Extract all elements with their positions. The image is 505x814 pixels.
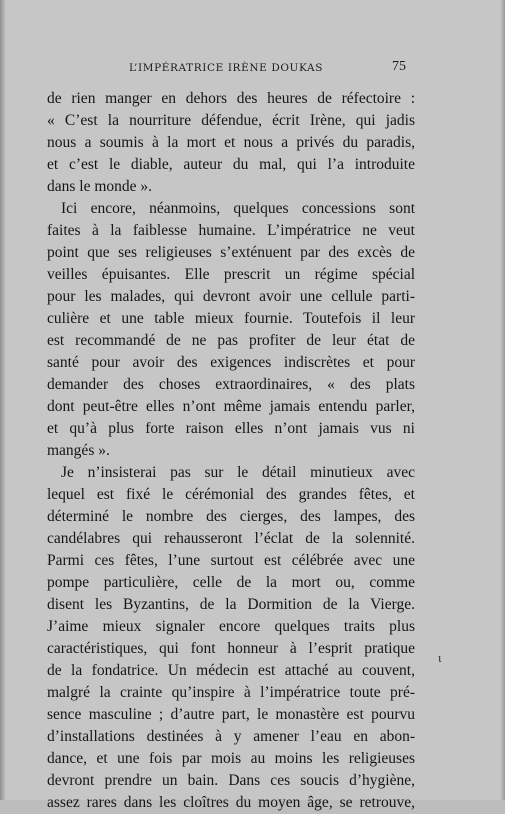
text-line: demander des choses extraordinaires, « des plats (47, 376, 415, 393)
text-line: J’aime mieux signaler encore quelques traits plus (47, 618, 415, 635)
text-line: pompe particulière, celle de la mort ou, comme (47, 574, 415, 591)
text-line: dance, et une fois par mois au moins les religieuses (47, 750, 415, 767)
text-line: de rien manger en dehors des heures de réfectoire : (47, 90, 415, 107)
text-line: assez rares dans les cloîtres du moyen âge, se retrouve, (47, 794, 415, 811)
text-line: déterminé le nombre des cierges, des lampes, des (47, 508, 415, 525)
text-line: dans le monde ». (47, 178, 153, 195)
text-line: Parmi ces fêtes, l’une surtout est célébrée avec une (47, 552, 415, 569)
text-line: veilles épuisantes. Elle prescrit un régime spécial (47, 266, 415, 283)
text-line: de la fondatrice. Un médecin est attaché au couvent, (47, 662, 415, 679)
text-line: caractéristiques, qui font honneur à l’esprit pratique (47, 640, 415, 657)
text-line: pour les malades, qui devront avoir une cellule parti- (47, 288, 415, 305)
text-line: faites à la faiblesse humaine. L’impératrice ne veut (47, 222, 415, 239)
text-line: et c’est le diable, auteur du mal, qui l’a introduite (47, 156, 415, 173)
text-line: sence masculine ; d’autre part, le monastère est pourvu (47, 706, 415, 723)
text-line: « C’est la nourriture défendue, écrit Irène, qui jadis (47, 112, 415, 129)
body-text (47, 88, 415, 814)
text-line: devront prendre un bain. Dans ces soucis d’hygiène, (47, 772, 415, 789)
text-line: dont peut-être elles n’ont même jamais entendu parler, (47, 398, 415, 415)
text-line: Ici encore, néanmoins, quelques concessions sont (61, 200, 415, 217)
text-line: point que ses religieuses s’exténuent par des excès de (47, 244, 415, 261)
text-line: candélabres qui rehausseront l’éclat de la solennité. (47, 530, 415, 547)
running-head: L’IMPÉRATRICE IRÈNE DOUKAS (128, 62, 323, 74)
text-line: mangés ». (47, 442, 110, 459)
text-line: culière et une table mieux fournie. Toutefois il leur (47, 310, 415, 327)
text-line: malgré la crainte qu’inspire à l’impératrice toute pré- (47, 684, 415, 701)
margin-mark: ι (438, 650, 442, 665)
text-line: d’installations destinées à y amener l’eau en abon- (47, 728, 415, 745)
text-line: nous a soumis à la mort et nous a privés du paradis, (47, 134, 415, 151)
text-line: Je n’insisterai pas sur le détail minutieux avec (61, 464, 415, 481)
text-line: santé pour avoir des exigences indiscrètes et pour (47, 354, 415, 371)
page-number: 75 (392, 59, 406, 74)
text-line: disent les Byzantins, de la Dormition de la Vierge. (47, 596, 415, 613)
text-line: lequel est fixé le cérémonial des grandes fêtes, et (47, 486, 415, 503)
text-line: et qu’à plus forte raison elles n’ont jamais vus ni (47, 420, 415, 437)
text-line: est recommandé de ne pas profiter de leur état de (47, 332, 415, 349)
